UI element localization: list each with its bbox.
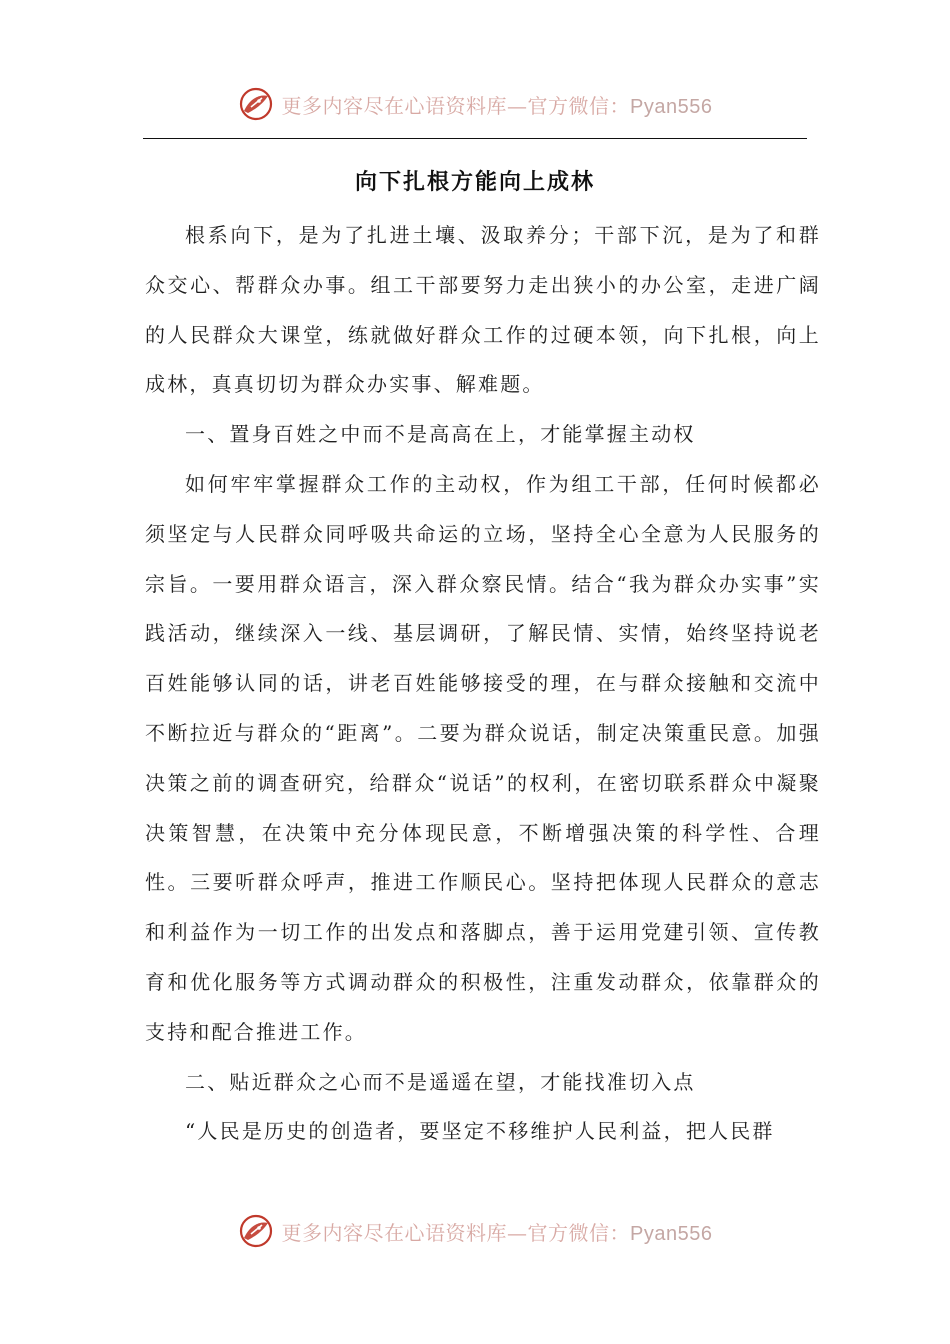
watermark-banner-top <box>0 84 950 124</box>
pen-nib-logo-icon <box>238 1213 274 1249</box>
document-title: 向下扎根方能向上成林 <box>354 170 595 195</box>
watermark-text <box>282 90 713 119</box>
watermark-banner-bottom <box>0 1211 950 1251</box>
header-divider <box>143 138 807 139</box>
watermark-text-main: 更多内容尽在心语资料库—官方微信： <box>281 1220 631 1245</box>
watermark-text-id: Pyan556 <box>630 1222 713 1245</box>
watermark-text <box>282 1217 713 1246</box>
pen-nib-logo-icon <box>238 86 274 122</box>
section-heading-2: 二、贴近群众之心而不是遥遥在望，才能找准切入点 <box>185 1069 696 1094</box>
paragraph-section-1: 如何牢牢掌握群众工作的主动权，作为组工干部，任何时候都必须坚定与人民群众同呼吸共命运的立场，坚持全心全意为人民服务的宗旨。一要用群众语言，深入群众察民情。结合“我为群众办实事”实践活动，继续深入一线、基层调研，了解民情、实情，始终坚持说老百姓能够认同的话，讲老百姓能够接受的理，在与群众接触和交流中不断拉近与群众的“距离”。二要为群众说话，制定决策重民意。加强决策之前的调查研究，给群众“说话”的权利，在密切联系群众中凝聚决策智慧，在决策中充分体现民意，不断增强决策的科学性、合理性。三要听群众呼声，推进工作顺民心。坚持把体现人民群众的意志和利益作为一切工作的出发点和落脚点，善于运用党建引领、宣传教育和优化服务等方式调动群众的积极性，注重发动群众，依靠群众的支持和配合推进工作。 <box>145 471 821 1044</box>
watermark-text-id: Pyan556 <box>630 95 713 118</box>
section-heading-1: 一、置身百姓之中而不是高高在上，才能掌握主动权 <box>185 422 696 447</box>
paragraph-section-2-start: “人民是历史的创造者，要坚定不移维护人民利益，把人民群 <box>185 1119 775 1144</box>
document-body <box>145 211 821 1157</box>
paragraph-intro: 根系向下，是为了扎进土壤、汲取养分；干部下沉，是为了和群众交心、帮群众办事。组工干部要努力走出狭小的办公室，走进广阔的人民群众大课堂，练就做好群众工作的过硬本领，向下扎根，向上成林，真真切切为群众办实事、解难题。 <box>145 223 821 397</box>
watermark-text-main: 更多内容尽在心语资料库—官方微信： <box>281 93 631 118</box>
